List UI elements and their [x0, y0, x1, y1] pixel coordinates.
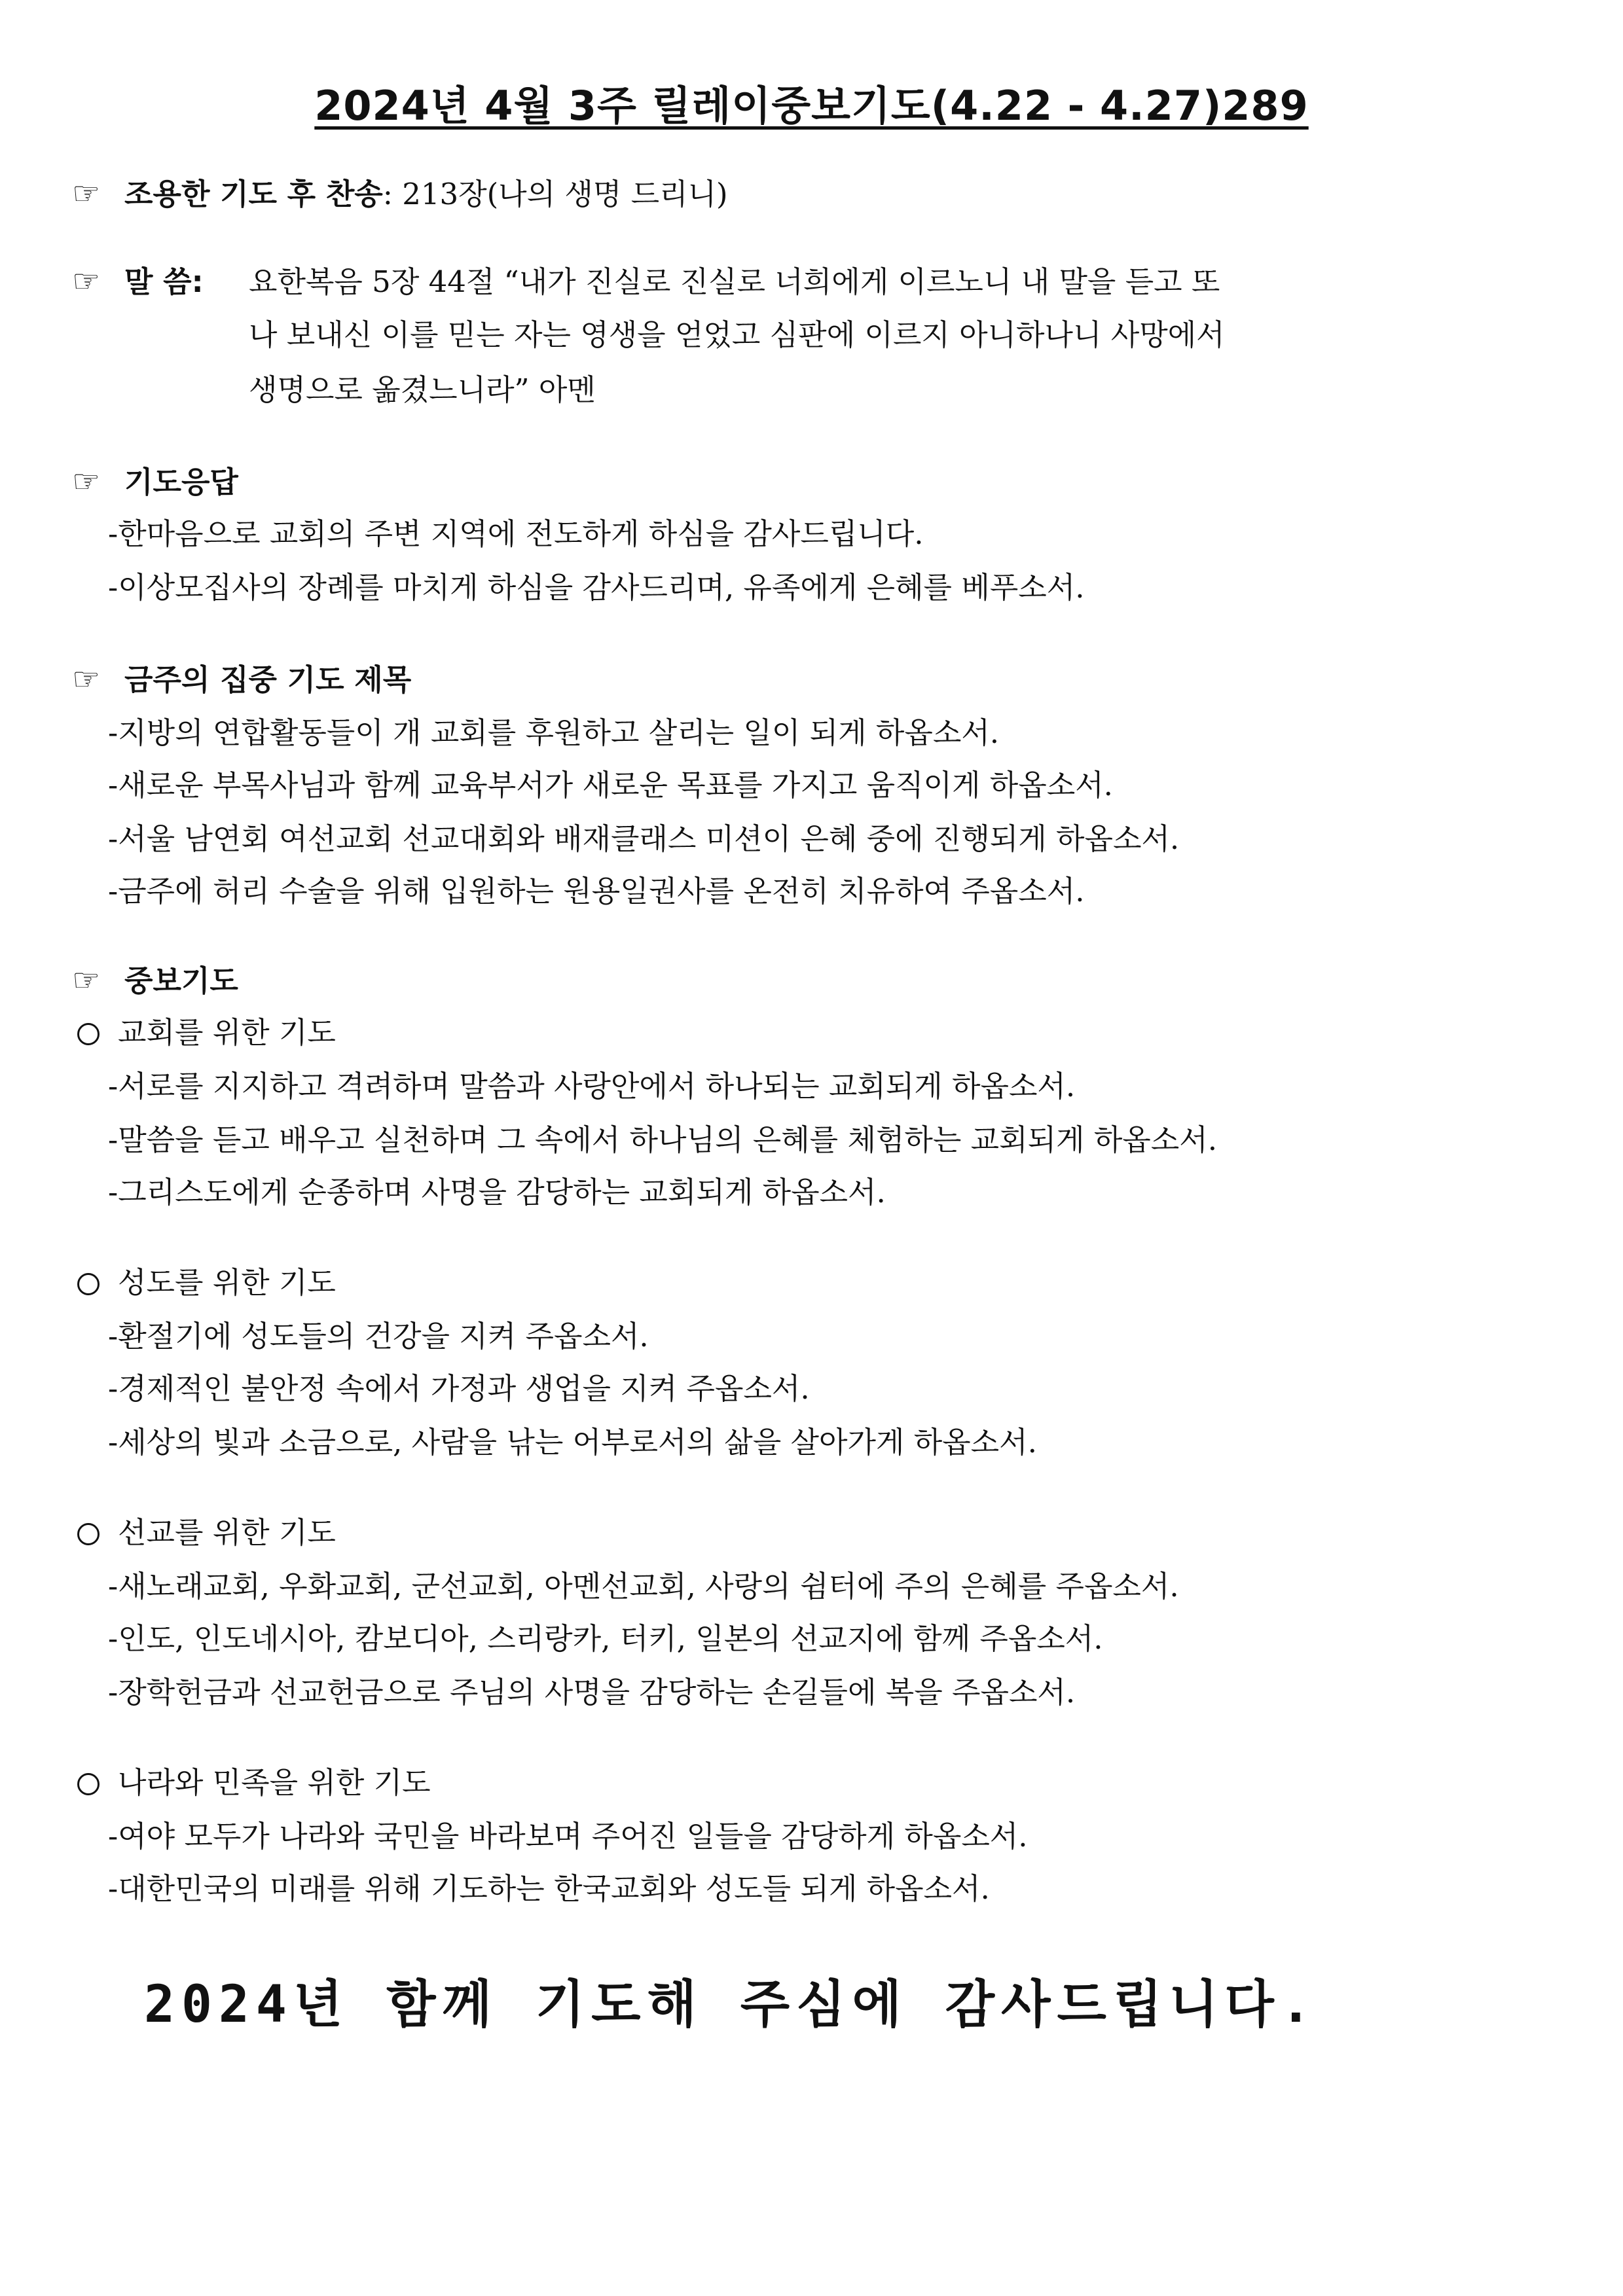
mission-item: -인도, 인도네시아, 캄보디아, 스리랑카, 터키, 일본의 선교지에 함께 주옵소서.	[108, 1621, 1103, 1656]
saints-item: -경제적인 불안정 속에서 가정과 생업을 지켜 주옵소서.	[108, 1371, 810, 1406]
hymn-label: 조용한 기도 후 찬송	[124, 177, 383, 211]
intercession-heading: ☞ 중보기도	[72, 962, 238, 999]
focus-item: -서울 남연회 여선교회 선교대회와 배재클래스 미션이 은혜 중에 진행되게 하옵소서.	[108, 821, 1180, 856]
circle-icon	[77, 1273, 100, 1295]
mission-item: -새노래교회, 우화교회, 군선교회, 아멘선교회, 사랑의 쉼터에 주의 은혜를 주옵소서.	[108, 1569, 1179, 1604]
hymn-line	[72, 174, 728, 214]
pointing-hand-icon: ☞	[72, 962, 101, 999]
saints-item: -환절기에 성도들의 건강을 지켜 주옵소서.	[108, 1319, 649, 1354]
church-item: -서로를 지지하고 격려하며 말씀과 사랑안에서 하나되는 교회되게 하옵소서.	[108, 1069, 1076, 1103]
focus-item: -금주에 허리 수술을 위해 입원하는 원용일권사를 온전히 치유하여 주옵소서.	[108, 874, 1085, 908]
circle-icon	[77, 1523, 100, 1545]
church-item: -말씀을 듣고 배우고 실천하며 그 속에서 하나님의 은혜를 체험하는 교회되게 하옵소서.	[108, 1122, 1218, 1157]
church-item: -그리스도에게 순종하며 사명을 감당하는 교회되게 하옵소서.	[108, 1175, 886, 1210]
word-line-1	[72, 262, 1220, 302]
word-text-1: 요한복음 5장 44절 “내가 진실로 진실로 너희에게 이르노니 내 말을 듣고 또	[249, 264, 1220, 299]
word-line-3: 생명으로 옮겼느니라” 아멘	[249, 372, 596, 407]
closing-message: 2024년 함께 기도해 주심에 감사드립니다.	[144, 1975, 1318, 2034]
hymn-value: : 213장(나의 생명 드리니)	[382, 177, 728, 211]
focus-heading: ☞ 금주의 집중 기도 제목	[72, 661, 412, 698]
answered-heading: ☞ 기도응답	[72, 463, 238, 500]
answered-item: -한마음으로 교회의 주변 지역에 전도하게 하심을 감사드립니다.	[108, 516, 924, 551]
circle-icon	[77, 1023, 100, 1045]
group-title-saints: 성도를 위한 기도	[77, 1263, 336, 1302]
word-line-2: 나 보내신 이를 믿는 자는 영생을 얻었고 심판에 이르지 아니하나니 사망에서	[249, 317, 1225, 352]
answered-item: -이상모집사의 장례를 마치게 하심을 감사드리며, 유족에게 은혜를 베푸소서.	[108, 570, 1085, 605]
focus-item: -지방의 연합활동들이 개 교회를 후원하고 살리는 일이 되게 하옵소서.	[108, 715, 1000, 750]
circle-icon	[77, 1773, 100, 1795]
group-title-nation: 나라와 민족을 위한 기도	[77, 1763, 431, 1803]
pointing-hand-icon: ☞	[72, 661, 101, 698]
group-title-church: 교회를 위한 기도	[77, 1013, 336, 1052]
pointing-hand-icon: ☞	[72, 175, 101, 212]
page-title	[0, 73, 1623, 132]
nation-item: -대한민국의 미래를 위해 기도하는 한국교회와 성도들 되게 하옵소서.	[108, 1871, 990, 1906]
pointing-hand-icon: ☞	[72, 263, 101, 300]
nation-item: -여야 모두가 나라와 국민을 바라보며 주어진 일들을 감당하게 하옵소서.	[108, 1819, 1028, 1854]
mission-item: -장학헌금과 선교헌금으로 주님의 사명을 감당하는 손길들에 복을 주옵소서.	[108, 1675, 1076, 1710]
focus-item: -새로운 부목사님과 함께 교육부서가 새로운 목표를 가지고 움직이게 하옵소서.	[108, 768, 1113, 802]
saints-item: -세상의 빛과 소금으로, 사람을 낚는 어부로서의 삶을 살아가게 하옵소서.	[108, 1425, 1037, 1460]
pointing-hand-icon: ☞	[72, 463, 101, 500]
word-label: 말 씀:	[124, 264, 204, 299]
group-title-mission: 선교를 위한 기도	[77, 1513, 336, 1552]
title-text: 2024년 4월 3주 릴레이중보기도(4.22 - 4.27)289	[314, 82, 1309, 130]
